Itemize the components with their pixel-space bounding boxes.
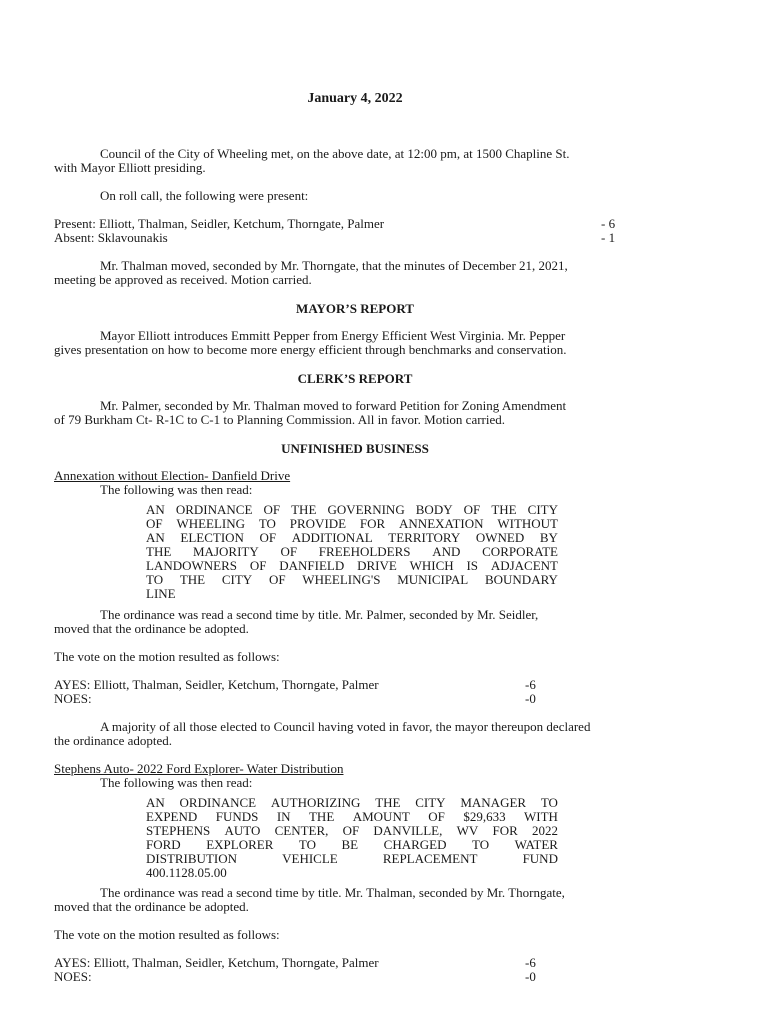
roll-call-text: On roll call, the following were present: <box>100 188 309 203</box>
ordinance-line <box>146 573 558 587</box>
item-2-title: Stephens Auto- 2022 Ford Explorer- Water Distribution <box>54 761 344 776</box>
minutes-line-1: Mr. Thalman moved, seconded by Mr. Thorngate, that the minutes of December 21, 2021, <box>100 258 568 273</box>
ordinance-word: VEHICLE <box>282 851 338 866</box>
item-1-motion-line-2: moved that the ordinance be adopted. <box>54 621 249 636</box>
item-1-noes-count: -0 <box>525 691 536 706</box>
item-2-noes-count: -0 <box>525 969 536 984</box>
ordinance-word: BODY <box>415 502 453 517</box>
ordinance-word: MAJORITY <box>193 544 259 559</box>
ordinance-line <box>146 503 558 517</box>
item-1-result-line-2: the ordinance adopted. <box>54 733 173 748</box>
ordinance-word: CITY <box>415 795 446 810</box>
clerks-report-heading: CLERK’S REPORT <box>297 371 413 386</box>
ordinance-line: LINE <box>146 586 176 601</box>
ordinance-word: AUTO <box>224 823 261 838</box>
ordinance-word: IS <box>466 558 479 573</box>
ordinance-word: AN <box>146 502 165 517</box>
ordinance-line <box>146 531 558 545</box>
ordinance-word: THE <box>375 795 401 810</box>
ordinance-word: AND <box>432 544 461 559</box>
ordinance-word: CITY <box>527 502 558 517</box>
ordinance-word: WITHOUT <box>497 516 558 531</box>
mayors-report-line-1: Mayor Elliott introduces Emmitt Pepper from Energy Efficient West Virginia. Mr. Pepper <box>100 328 566 343</box>
ordinance-word: BE <box>341 837 359 852</box>
ordinance-line <box>146 824 558 838</box>
intro-line-1: Council of the City of Wheeling met, on the above date, at 12:00 pm, at 1500 Chapline St. <box>100 146 570 161</box>
ordinance-word: ADJACENT <box>490 558 558 573</box>
ordinance-word: DRIVE <box>357 558 397 573</box>
ordinance-line <box>146 810 558 824</box>
ordinance-line <box>146 852 558 866</box>
ordinance-word: MANAGER <box>460 795 527 810</box>
ordinance-word: FOR <box>492 823 518 838</box>
minutes-line-2: meeting be approved as received. Motion carried. <box>54 272 312 287</box>
item-2-noes: NOES: <box>54 969 92 984</box>
ordinance-word: FUNDS <box>215 809 259 824</box>
ordinance-word: ORDINANCE <box>179 795 257 810</box>
ordinance-word: OF <box>268 572 286 587</box>
ordinance-word: TO <box>298 837 316 852</box>
ordinance-word: 2022 <box>531 823 558 838</box>
item-2-vote-intro: The vote on the motion resulted as follows: <box>54 927 280 942</box>
ordinance-word: THE <box>491 502 517 517</box>
ordinance-word: THE <box>179 572 206 587</box>
item-1-read-line: The following was then read: <box>100 482 253 497</box>
unfinished-business-heading: UNFINISHED BUSINESS <box>281 441 429 456</box>
ordinance-word: THE <box>291 502 317 517</box>
ordinance-word: PROVIDE <box>289 516 347 531</box>
item-2-ayes-count: -6 <box>525 955 536 970</box>
item-1-vote-intro: The vote on the motion resulted as follows: <box>54 649 280 664</box>
item-1-ordinance-text <box>146 503 558 601</box>
ordinance-word: EXPLORER <box>206 837 274 852</box>
item-1-ayes-count: -6 <box>525 677 536 692</box>
item-2-motion-line-1: The ordinance was read a second time by title. Mr. Thalman, seconded by Mr. Thorngate, <box>100 885 565 900</box>
ordinance-word: BOUNDARY <box>484 572 558 587</box>
ordinance-word: WHICH <box>409 558 454 573</box>
ordinance-word: ADDITIONAL <box>291 530 373 545</box>
ordinance-word: AN <box>146 795 165 810</box>
ordinance-word: THE <box>308 809 335 824</box>
present-list: Present: Elliott, Thalman, Seidler, Ketchum, Thorngate, Palmer <box>54 216 385 231</box>
ordinance-word: REPLACEMENT <box>382 851 478 866</box>
ordinance-word: CITY <box>221 572 253 587</box>
ordinance-word: OF <box>259 530 277 545</box>
ordinance-word: TO <box>540 795 558 810</box>
ordinance-word: CENTER, <box>274 823 329 838</box>
ordinance-line <box>146 517 558 531</box>
item-2-read-line: The following was then read: <box>100 775 253 790</box>
ordinance-line: 400.1128.05.00 <box>146 865 227 880</box>
ordinance-word: TERRITORY <box>388 530 461 545</box>
ordinance-word: ANNEXATION <box>399 516 484 531</box>
ordinance-word: AMOUNT <box>352 809 410 824</box>
ordinance-word: DISTRIBUTION <box>146 851 237 866</box>
ordinance-word: STEPHENS <box>146 823 211 838</box>
ordinance-word: FREEHOLDERS <box>318 544 411 559</box>
ordinance-word: OWNED <box>475 530 525 545</box>
ordinance-word: CHARGED <box>383 837 447 852</box>
ordinance-word: TO <box>258 516 276 531</box>
ordinance-word: AN <box>146 530 165 545</box>
absent-list: Absent: Sklavounakis <box>54 230 168 245</box>
ordinance-line <box>146 545 558 559</box>
ordinance-word: FOR <box>359 516 386 531</box>
item-1-ayes: AYES: Elliott, Thalman, Seidler, Ketchum, Thorngate, Palmer <box>54 677 379 692</box>
mayors-report-line-2: gives presentation on how to become more energy efficient through benchmarks and conservation. <box>54 342 567 357</box>
ordinance-word: BY <box>539 530 558 545</box>
clerks-report-line-2: of 79 Burkham Ct- R-1C to C-1 to Planning Commission. All in favor. Motion carried. <box>54 412 506 427</box>
ordinance-word: THE <box>146 544 172 559</box>
ordinance-line <box>146 796 558 810</box>
meeting-date: January 4, 2022 <box>307 91 403 106</box>
ordinance-word: OF <box>263 502 281 517</box>
ordinance-word: FUND <box>522 851 558 866</box>
ordinance-word: OF <box>249 558 267 573</box>
ordinance-word: OF <box>146 516 163 531</box>
ordinance-word: ORDINANCE <box>175 502 253 517</box>
item-2-ordinance-text <box>146 796 558 880</box>
ordinance-word: OF <box>342 823 360 838</box>
ordinance-word: TO <box>472 837 490 852</box>
ordinance-word: OF <box>463 502 481 517</box>
item-1-motion-line-1: The ordinance was read a second time by title. Mr. Palmer, seconded by Mr. Seidler, <box>100 607 539 622</box>
ordinance-line <box>146 838 558 852</box>
ordinance-word: WHEELING <box>176 516 246 531</box>
ordinance-word: GOVERNING <box>327 502 405 517</box>
present-count: - 6 <box>601 216 616 231</box>
item-2-motion-line-2: moved that the ordinance be adopted. <box>54 899 249 914</box>
ordinance-line <box>146 559 558 573</box>
ordinance-word: WITH <box>524 809 558 824</box>
ordinance-word: CORPORATE <box>482 544 558 559</box>
ordinance-word: EXPEND <box>146 809 198 824</box>
ordinance-word: LANDOWNERS <box>146 558 237 573</box>
ordinance-word: ELECTION <box>180 530 244 545</box>
clerks-report-line-1: Mr. Palmer, seconded by Mr. Thalman moved to forward Petition for Zoning Amendment <box>100 398 567 413</box>
ordinance-word: WATER <box>514 837 558 852</box>
ordinance-word: DANFIELD <box>279 558 345 573</box>
ordinance-word: MUNICIPAL <box>397 572 469 587</box>
ordinance-word: FORD <box>146 837 181 852</box>
ordinance-word: $29,633 <box>463 809 506 824</box>
ordinance-word: OF <box>428 809 445 824</box>
ordinance-word: DANVILLE, <box>373 823 443 838</box>
item-1-noes: NOES: <box>54 691 92 706</box>
item-1-result-line-1: A majority of all those elected to Council having voted in favor, the mayor thereupon declared <box>100 719 591 734</box>
absent-count: - 1 <box>601 230 616 245</box>
item-2-ayes: AYES: Elliott, Thalman, Seidler, Ketchum, Thorngate, Palmer <box>54 955 379 970</box>
ordinance-word: TO <box>146 572 164 587</box>
item-1-title: Annexation without Election- Danfield Drive <box>54 468 291 483</box>
ordinance-word: IN <box>276 809 291 824</box>
ordinance-word: WHEELING'S <box>302 572 381 587</box>
ordinance-word: WV <box>456 823 479 838</box>
ordinance-word: AUTHORIZING <box>270 795 361 810</box>
mayors-report-heading: MAYOR’S REPORT <box>296 301 414 316</box>
ordinance-word: OF <box>280 544 298 559</box>
intro-line-2: with Mayor Elliott presiding. <box>54 160 206 175</box>
